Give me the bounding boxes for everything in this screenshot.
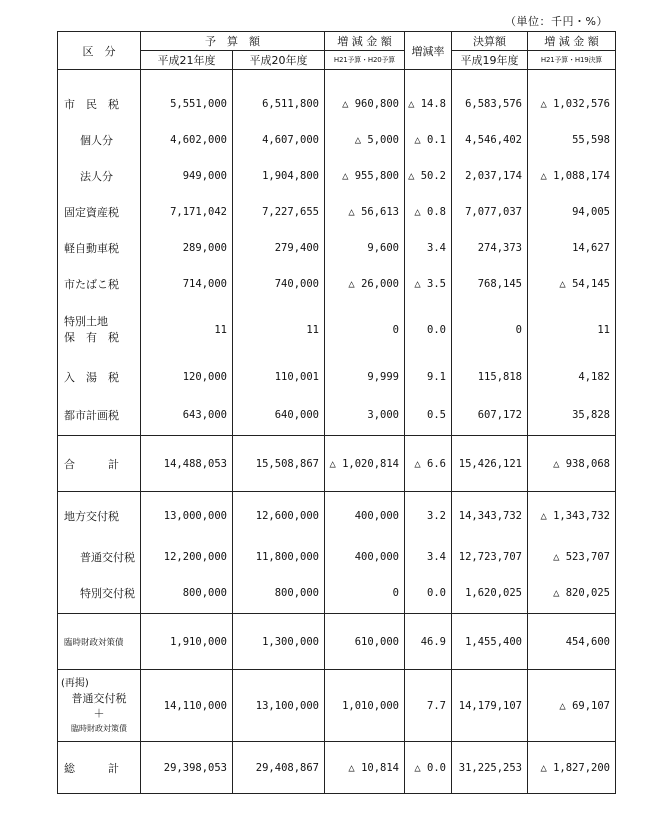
- row-label: 合 計: [58, 436, 141, 492]
- cell-h19: 768,145: [452, 266, 528, 302]
- cell-diff2: △ 1,088,174: [528, 158, 616, 194]
- cell-rate: △ 0.0: [405, 742, 452, 794]
- header-zougenritsu: 増減率: [405, 32, 452, 70]
- cell-h20: 29,408,867: [233, 742, 325, 794]
- cell-h19: 6,583,576: [452, 86, 528, 122]
- table-row: [58, 194, 616, 230]
- cell-rate: △ 6.6: [405, 436, 452, 492]
- cell-h20: 1,904,800: [233, 158, 325, 194]
- cell-diff1: 0: [325, 302, 405, 358]
- cell-diff2: 14,627: [528, 230, 616, 266]
- cell-diff1: 400,000: [325, 492, 405, 540]
- budget-table: [57, 31, 616, 794]
- cell-diff1: 3,000: [325, 396, 405, 436]
- cell-h21: 949,000: [141, 158, 233, 194]
- table-row: [58, 436, 616, 492]
- cell-h21: 800,000: [141, 574, 233, 614]
- cell-diff2: △ 69,107: [528, 670, 616, 742]
- cell-h21: 120,000: [141, 358, 233, 396]
- cell-h19: 2,037,174: [452, 158, 528, 194]
- cell-h21: 4,602,000: [141, 122, 233, 158]
- table-row: [58, 574, 616, 614]
- table-row: [58, 540, 616, 574]
- row-label: [58, 302, 141, 358]
- cell-h21: 11: [141, 302, 233, 358]
- cell-h20: 110,001: [233, 358, 325, 396]
- table-row: [58, 122, 616, 158]
- cell-h19: 1,620,025: [452, 574, 528, 614]
- cell-diff1: 0: [325, 574, 405, 614]
- cell-h20: 1,300,000: [233, 614, 325, 670]
- row-label-line: 普通交付税: [71, 691, 127, 705]
- cell-h20: 800,000: [233, 574, 325, 614]
- cell-h21: 29,398,053: [141, 742, 233, 794]
- row-label: 軽自動車税: [58, 230, 141, 266]
- header-kessan: 決算額: [452, 32, 528, 51]
- cell-h21: 14,488,053: [141, 436, 233, 492]
- cell-h20: 15,508,867: [233, 436, 325, 492]
- cell-h19: 4,546,402: [452, 122, 528, 158]
- header-diff-2: H21予算・H19決算: [528, 51, 616, 70]
- cell-diff2: △ 54,145: [528, 266, 616, 302]
- cell-rate: 46.9: [405, 614, 452, 670]
- cell-h21: 1,910,000: [141, 614, 233, 670]
- cell-h21: 7,171,042: [141, 194, 233, 230]
- table-row: [58, 230, 616, 266]
- cell-rate: △ 0.8: [405, 194, 452, 230]
- row-label: 普通交付税: [58, 540, 141, 574]
- cell-h21: 14,110,000: [141, 670, 233, 742]
- cell-diff1: 1,010,000: [325, 670, 405, 742]
- cell-diff2: 94,005: [528, 194, 616, 230]
- cell-rate: 0.0: [405, 574, 452, 614]
- cell-h19: 15,426,121: [452, 436, 528, 492]
- cell-diff2: 454,600: [528, 614, 616, 670]
- row-label: 個人分: [58, 122, 141, 158]
- cell-rate: 7.7: [405, 670, 452, 742]
- cell-diff1: △ 1,020,814: [325, 436, 405, 492]
- cell-diff1: △ 955,800: [325, 158, 405, 194]
- cell-h19: 1,455,400: [452, 614, 528, 670]
- cell-diff2: △ 1,343,732: [528, 492, 616, 540]
- table-row: [58, 670, 616, 742]
- row-label: 市 民 税: [58, 86, 141, 122]
- header-fy21: 平成21年度: [141, 51, 233, 70]
- cell-diff2: 55,598: [528, 122, 616, 158]
- cell-rate: 9.1: [405, 358, 452, 396]
- row-label: 総 計: [58, 742, 141, 794]
- cell-h19: 12,723,707: [452, 540, 528, 574]
- cell-h20: 4,607,000: [233, 122, 325, 158]
- cell-h19: 7,077,037: [452, 194, 528, 230]
- cell-rate: 0.0: [405, 302, 452, 358]
- cell-diff1: △ 10,814: [325, 742, 405, 794]
- header-zougen-2: 増 減 金 額: [528, 32, 616, 51]
- cell-h20: 740,000: [233, 266, 325, 302]
- cell-h19: 607,172: [452, 396, 528, 436]
- cell-rate: △ 14.8: [405, 86, 452, 122]
- row-label-line: 特別土地: [64, 314, 108, 328]
- row-label: 都市計画税: [58, 396, 141, 436]
- cell-h21: 289,000: [141, 230, 233, 266]
- cell-h19: 0: [452, 302, 528, 358]
- header-fy19: 平成19年度: [452, 51, 528, 70]
- cell-diff1: 610,000: [325, 614, 405, 670]
- cell-h19: 14,343,732: [452, 492, 528, 540]
- cell-h20: 11: [233, 302, 325, 358]
- cell-h19: 115,818: [452, 358, 528, 396]
- cell-diff2: 11: [528, 302, 616, 358]
- row-label: 入 湯 税: [58, 358, 141, 396]
- table-row: [58, 358, 616, 396]
- cell-h19: 274,373: [452, 230, 528, 266]
- table-row: [58, 302, 616, 358]
- cell-diff1: △ 26,000: [325, 266, 405, 302]
- header-diff-1: H21予算・H20予算: [325, 51, 405, 70]
- cell-rate: 3.4: [405, 230, 452, 266]
- cell-h20: 7,227,655: [233, 194, 325, 230]
- header-fy20: 平成20年度: [233, 51, 325, 70]
- cell-diff2: 35,828: [528, 396, 616, 436]
- header-yosan: 予 算 額: [141, 32, 325, 51]
- table-row: [58, 492, 616, 540]
- table-row: [58, 614, 616, 670]
- cell-h20: 13,100,000: [233, 670, 325, 742]
- cell-h21: 714,000: [141, 266, 233, 302]
- header-zougen-1: 増 減 金 額: [325, 32, 405, 51]
- row-label: 固定資産税: [58, 194, 141, 230]
- cell-diff2: △ 938,068: [528, 436, 616, 492]
- cell-h19: 31,225,253: [452, 742, 528, 794]
- cell-h19: 14,179,107: [452, 670, 528, 742]
- cell-rate: △ 3.5: [405, 266, 452, 302]
- cell-rate: △ 0.1: [405, 122, 452, 158]
- cell-diff2: △ 1,032,576: [528, 86, 616, 122]
- cell-h20: 640,000: [233, 396, 325, 436]
- table-row: [58, 396, 616, 436]
- cell-rate: 0.5: [405, 396, 452, 436]
- table-row: [58, 266, 616, 302]
- cell-diff1: △ 960,800: [325, 86, 405, 122]
- cell-diff1: 400,000: [325, 540, 405, 574]
- cell-rate: 3.2: [405, 492, 452, 540]
- row-label: 臨時財政対策債: [58, 614, 141, 670]
- row-label-line: ＋: [93, 706, 105, 720]
- row-label: 市たばこ税: [58, 266, 141, 302]
- cell-h21: 13,000,000: [141, 492, 233, 540]
- table-row: [58, 86, 616, 122]
- cell-diff2: △ 1,827,200: [528, 742, 616, 794]
- cell-h21: 643,000: [141, 396, 233, 436]
- cell-h21: 5,551,000: [141, 86, 233, 122]
- row-label: 地方交付税: [58, 492, 141, 540]
- cell-h20: 279,400: [233, 230, 325, 266]
- table-row: [58, 742, 616, 794]
- row-label: 法人分: [58, 158, 141, 194]
- cell-diff1: 9,999: [325, 358, 405, 396]
- cell-rate: △ 50.2: [405, 158, 452, 194]
- cell-rate: 3.4: [405, 540, 452, 574]
- row-label: 特別交付税: [58, 574, 141, 614]
- cell-diff2: 4,182: [528, 358, 616, 396]
- row-label-line: (再掲): [61, 677, 89, 689]
- row-label: [58, 670, 141, 742]
- cell-diff2: △ 820,025: [528, 574, 616, 614]
- cell-diff1: 9,600: [325, 230, 405, 266]
- header-kubun: 区 分: [58, 32, 141, 70]
- cell-h20: 11,800,000: [233, 540, 325, 574]
- row-label-line: 臨時財政対策債: [71, 723, 127, 733]
- table-row: [58, 158, 616, 194]
- cell-diff1: △ 5,000: [325, 122, 405, 158]
- cell-h20: 6,511,800: [233, 86, 325, 122]
- cell-h20: 12,600,000: [233, 492, 325, 540]
- cell-diff1: △ 56,613: [325, 194, 405, 230]
- row-label-line: 保 有 税: [64, 330, 119, 344]
- unit-note: （単位：千円・%）: [505, 15, 608, 28]
- cell-h21: 12,200,000: [141, 540, 233, 574]
- cell-diff2: △ 523,707: [528, 540, 616, 574]
